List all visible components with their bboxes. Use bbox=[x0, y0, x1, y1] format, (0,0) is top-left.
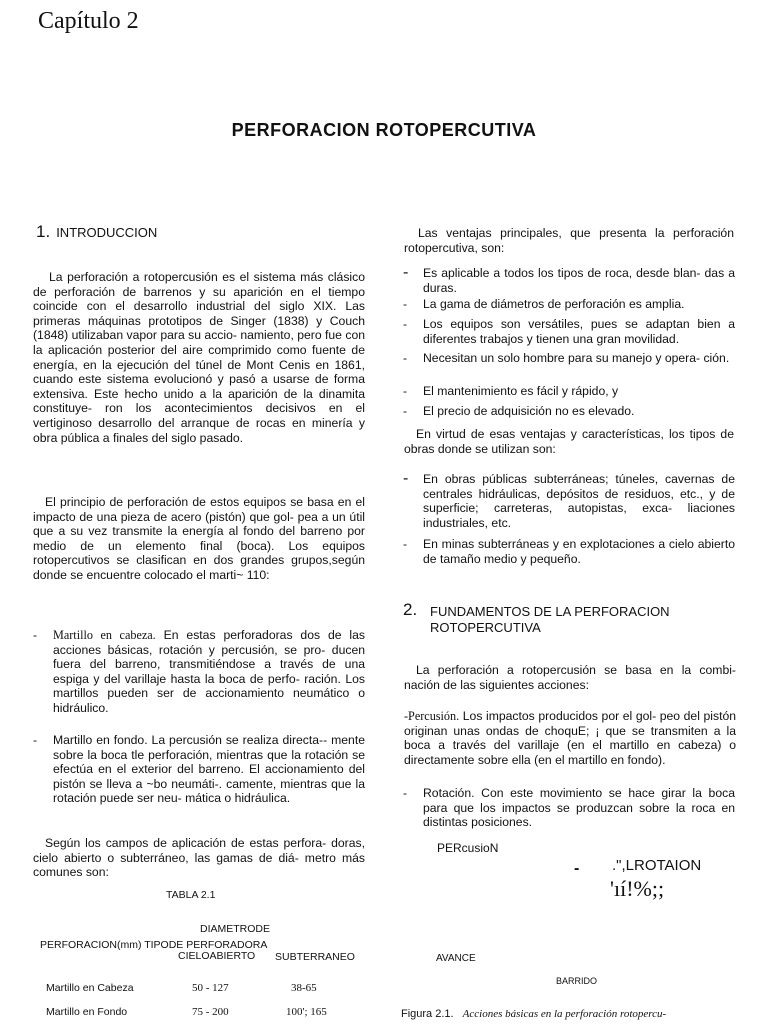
fundamentos-paragraph: La perforación a rotopercusión se basa en la combi- nación de las siguientes acciones: bbox=[404, 663, 736, 692]
figure-dash: - bbox=[574, 860, 580, 877]
intro-paragraph-2: El principio de perforación de estos equipos se basa en el impacto de una pieza de acero (pistón) que gol- pea a un útil que a su vez transmite la energía al fondo del barreno por medio de un elemento final (boca). Los equipos rotopercutivos se clasifican en dos grandes grupos,según donde se encuentre colocado el marti~ 110: bbox=[33, 495, 365, 582]
table-header-diametro: DIAMETRODE bbox=[200, 923, 271, 935]
advantage-item: - El mantenimiento es fácil y rápido, y bbox=[403, 384, 619, 398]
rotacion-item: - Rotación. Con este movimiento se hace girar la boca para que los impactos se produzcan sobre la roca en distintas posiciones. bbox=[403, 786, 735, 830]
section-number: 2. bbox=[403, 600, 418, 619]
table-caption: TABLA 2.1 bbox=[166, 889, 216, 901]
section-1-heading bbox=[36, 222, 157, 242]
figure-caption-prefix: Figura 2.1. bbox=[401, 1008, 454, 1020]
section-title-line: ROTOPERCUTIVA bbox=[430, 620, 541, 635]
use-item: - En minas subterráneas y en explotaciones a cielo abierto de tamaño medio y pequeño. bbox=[403, 537, 735, 566]
table-row-sub: 38-65 bbox=[291, 982, 317, 994]
percusion-label: -Percusión. bbox=[404, 709, 460, 723]
percusion-text: Los impactos producidos por el gol- peo del pistón originan unas ondas de choquE; ¡ que se transmiten a la boca a través del varillaje (en el martillo en cabeza) o directamente sobre ella (en el martillo en fondo). bbox=[404, 709, 737, 767]
advantage-item: - Es aplicable a todos los tipos de roca, desde blan- das a duras. bbox=[403, 264, 735, 295]
table-header-cielo: CIELOABIERTO bbox=[178, 950, 256, 962]
bullet-dash: - bbox=[33, 628, 38, 642]
table-row-cielo: 75 - 200 bbox=[192, 1006, 229, 1018]
bullet-text: En estas perforadoras dos de las acciones básicas, rotación y percusión, se pro- ducen fuera del barreno, transmitiéndose a través de una espiga y del varillaje hasta la boca de perfo- ración. Los martillos pueden ser de accionamiento neumático o hidráulico. bbox=[53, 628, 365, 715]
advantages-intro: Las ventajas principales, que presenta la perforación rotopercutiva, son: bbox=[404, 226, 734, 255]
uses-intro: En virtud de esas ventajas y características, los tipos de obras donde se utilizan son: bbox=[404, 427, 734, 456]
figure-label-barrido: BARRIDO bbox=[556, 976, 598, 986]
bullet-dash: - bbox=[33, 733, 38, 747]
intro-paragraph-1: La perforación a rotopercusión es el sistema más clásico de perforación de barrenos y su aparición en el tiempo coincide con el desarrollo industrial del siglo XIX. Las primeras máquinas prototipos de Singer (1838) y Couch (1848) utilizaban vapor para su accio- namiento, pero fue con la aplicación posterior del aire comprimido como fuente de energía, en la ejecución del túnel de Mont Cenis en 1861, cuando este sistema evolucionó y pasó a usarse de forma extensiva. Este hecho unido a la aparición de la dinamita constituye- ron los acontecimientos decisivos en el vertiginoso desarrollo del arranque de rocas en minería y obra pública a finales del siglo pasado. bbox=[33, 270, 365, 445]
chapter-heading: Capítulo 2 bbox=[38, 8, 139, 34]
table-header-subterraneo: SUBTERRANEO bbox=[275, 951, 355, 963]
percusion-item bbox=[404, 709, 736, 767]
bullet-martillo-cabeza bbox=[33, 628, 365, 716]
rotacion-text: Rotación. Con este movimiento se hace girar la boca para que los impactos se produzcan sobre la roca en distintas posiciones. bbox=[423, 786, 735, 830]
advantage-item: - Necesitan un solo hombre para su manejo y opera- ción. bbox=[403, 351, 730, 365]
table-row-tipo: Martillo en Cabeza bbox=[46, 982, 134, 994]
figure-label-percusion: PERcusioN bbox=[437, 841, 499, 855]
figure-caption bbox=[401, 1008, 666, 1020]
figure-label-rotacion: .",LROTAION bbox=[612, 857, 702, 874]
bullet-text: Martillo en fondo. La percusión se realiza directa-- mente sobre la boca tle perforación, mientras que la rotación se efectúa en el exterior del barreno. El accionamiento del pistón se lleva a ~bo neumáti-. camente, mientras que la rotación puede ser neu- mática o hidráulica. bbox=[53, 733, 365, 806]
advantage-item: - Los equipos son versátiles, pues se adaptan bien a diferentes trabajos y tienen una gran movilidad. bbox=[403, 317, 735, 346]
section-2-heading bbox=[403, 600, 670, 636]
bullet-martillo-fondo bbox=[33, 733, 365, 806]
use-item: - En obras públicas subterráneas; túneles, cavernas de centrales hidráulicas, depósitos de residuos, etc., y de superficie; carreteras, autopistas, exca- liaciones industriales, etc. bbox=[403, 470, 735, 530]
advantage-item: - La gama de diámetros de perforación es amplia. bbox=[403, 297, 685, 311]
figure-glyphs: 'ıí!%;; bbox=[610, 876, 665, 901]
intro-paragraph-3: Según los campos de aplicación de estas perfora- doras, cielo abierto o subterráneo, las gamas de diá- metro más comunes son: bbox=[33, 836, 365, 880]
figure-label-avance: AVANCE bbox=[436, 953, 476, 964]
section-title-line: FUNDAMENTOS DE LA PERFORACION bbox=[430, 604, 670, 619]
advantage-item: - El precio de adquisición no es elevado. bbox=[403, 404, 635, 418]
table-row-tipo: Martillo en Fondo bbox=[46, 1006, 128, 1018]
table-header-left: PERFORACION(mm) TIPODE PERFORADORA bbox=[40, 939, 268, 951]
section-number: 1. bbox=[36, 222, 51, 241]
page-title: PERFORACION ROTOPERCUTIVA bbox=[231, 120, 537, 140]
figure-caption-text: Acciones básicas en la perforación rotopercu- bbox=[462, 1008, 667, 1020]
bullet-label: Martillo en cabeza. bbox=[53, 628, 156, 642]
table-row-cielo: 50 - 127 bbox=[192, 982, 229, 994]
table-row-sub: 100'; 165 bbox=[286, 1006, 327, 1018]
section-title: INTRODUCCION bbox=[56, 225, 158, 240]
